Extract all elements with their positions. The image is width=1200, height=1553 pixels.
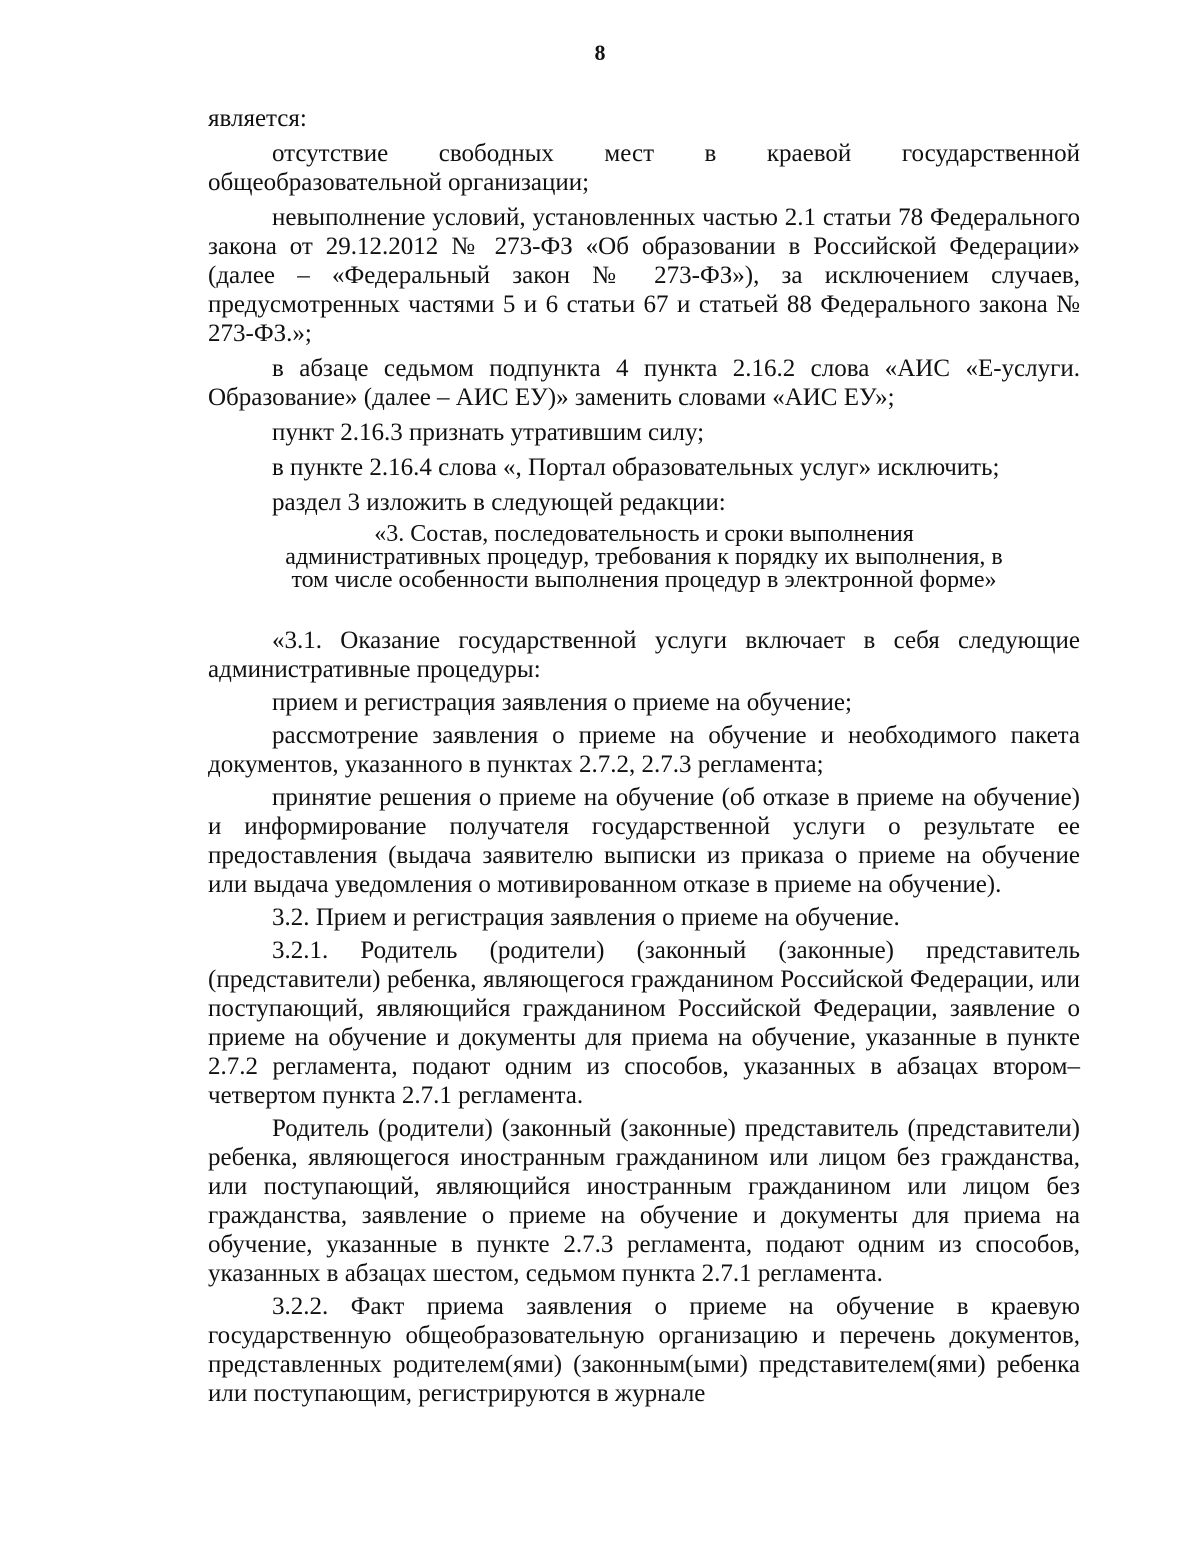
section-heading: «3. Состав, последовательность и сроки выполнения административных процедур, требования к порядку их выполнения, в том числе особенности выполнения процедур в электронной форме» (285, 521, 1003, 593)
document-body (208, 104, 1080, 1412)
paragraph: рассмотрение заявления о приеме на обучение и необходимого пакета документов, указанного в пунктах 2.7.2, 2.7.3 регламента; (208, 722, 1080, 778)
paragraph: в абзаце седьмом подпункта 4 пункта 2.16.2 слова «АИС «Е-услуги. Образование» (далее – АИС ЕУ)» заменить словами «АИС ЕУ»; (208, 355, 1080, 411)
section-3-block (208, 626, 1080, 1408)
spacer (208, 614, 1080, 626)
paragraph: 3.2. Прием и регистрация заявления о приеме на обучение. (272, 904, 900, 931)
paragraph: отсутствие свободных мест в краевой государственной общеобразовательной организации; (208, 140, 1080, 196)
paragraph: раздел 3 изложить в следующей редакции: (272, 489, 726, 516)
paragraph: пункт 2.16.3 признать утратившим силу; (272, 419, 705, 446)
paragraph: прием и регистрация заявления о приеме на обучение; (272, 689, 852, 716)
paragraph: невыполнение условий, установленных частью 2.1 статьи 78 Федерального закона от 29.12.2012 № 273-ФЗ «Об образовании в Российской Федерации» (далее – «Федеральный закон № 273-ФЗ»), за исключением случаев, предусмотренных частями 5 и 6 статьи 67 и статьей 88 Федерального закона № 273-ФЗ.»; (208, 204, 1080, 347)
paragraph: «3.1. Оказание государственной услуги включает в себя следующие административные процедуры: (208, 627, 1080, 683)
paragraph: является: (208, 105, 307, 132)
paragraph: 3.2.1. Родитель (родители) (законный (законные) представитель (представители) ребенка, являющегося гражданином Российской Федерации, или поступающий, являющийся гражданином Российской Федерации, заявление о приеме на обучение и документы для приема на обучение, указанные в пункте 2.7.2 регламента, подают одним из способов, указанных в абзацах втором–четвертом пункта 2.7.1 регламента. (208, 937, 1080, 1109)
page-number: 8 (594, 40, 606, 65)
paragraph: Родитель (родители) (законный (законные) представитель (представители) ребенка, являющегося иностранным гражданином или лицом без гражданства, или поступающий, являющийся иностранным гражданином или лицом без гражданства, заявление о приеме на обучение и документы для приема на обучение, указанные в пункте 2.7.3 регламента, подают одним из способов, указанных в абзацах шестом, седьмом пункта 2.7.1 регламента. (208, 1115, 1080, 1287)
amendments-block (208, 104, 1080, 517)
paragraph: 3.2.2. Факт приема заявления о приеме на обучение в краевую государственную общеобразовательную организацию и перечень документов, представленных родителем(ями) (законным(ыми) представителем(ями) ребенка или поступающим, регистрируются в журнале (208, 1293, 1080, 1407)
paragraph: принятие решения о приеме на обучение (об отказе в приеме на обучение) и информирование получателя государственной услуги о результате ее предоставления (выдача заявителю выписки из приказа о приеме на обучение или выдача уведомления о мотивированном отказе в приеме на обучение). (208, 784, 1080, 898)
paragraph: в пункте 2.16.4 слова «, Портал образовательных услуг» исключить; (272, 454, 1000, 481)
